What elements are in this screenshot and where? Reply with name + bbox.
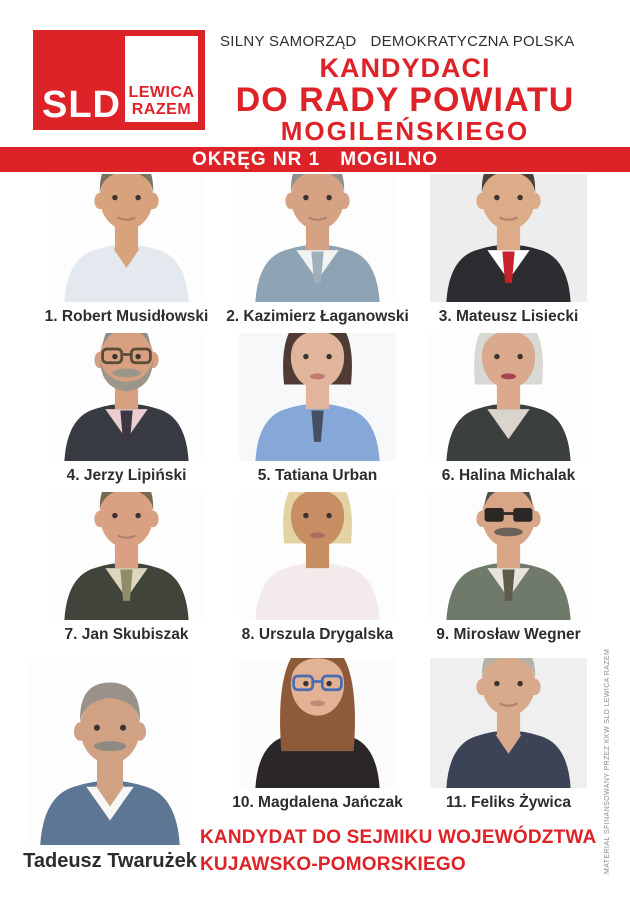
candidate-name: 7. Jan Skubiszak <box>64 626 189 643</box>
candidate-name: 10. Magdalena Jańczak <box>232 794 403 811</box>
candidate-name: 2. Kazimierz Łaganowski <box>226 308 409 325</box>
candidate-name: 5. Tatiana Urban <box>257 467 378 484</box>
logo-lewica-text: LEWICA <box>128 84 195 101</box>
candidate-portrait-illustration <box>239 174 396 302</box>
candidate-portrait-illustration <box>30 658 190 845</box>
candidate-photo <box>430 174 587 302</box>
logo-razem-text: RAZEM <box>131 101 192 118</box>
candidate-photo <box>239 492 396 620</box>
sld-party-logo <box>33 30 205 130</box>
candidate-portrait-illustration <box>239 658 396 788</box>
candidate-portrait-illustration <box>430 174 587 302</box>
slogan <box>220 33 575 50</box>
funding-note: MATERIAŁ SFINANSOWANY PRZEZ KKW SLD LEWICA RAZEM <box>604 648 611 874</box>
featured-candidate-photo <box>30 658 190 845</box>
candidate-name: 4. Jerzy Lipiński <box>66 467 187 484</box>
candidate-name: 1. Robert Musidłowski <box>44 308 209 325</box>
candidate-name: 9. Mirosław Wegner <box>436 626 581 643</box>
sejmik-note <box>200 824 596 878</box>
candidate-portrait-illustration <box>239 492 396 620</box>
candidate-photo <box>239 333 396 461</box>
candidate-name: 6. Halina Michalak <box>441 467 576 484</box>
title-line-2: DO RADY POWIATU <box>235 81 575 119</box>
logo-sld-text: SLD <box>42 84 121 126</box>
district-banner-right: MOGILNO <box>340 148 439 170</box>
candidate-photo <box>430 658 587 788</box>
candidate-portrait-illustration <box>430 658 587 788</box>
candidate-photo <box>48 174 205 302</box>
candidate-portrait-illustration <box>48 492 205 620</box>
candidate-portrait-illustration <box>239 333 396 461</box>
candidate-photo <box>239 174 396 302</box>
title-line-1: KANDYDACI <box>319 53 491 83</box>
slogan-right: DEMOKRATYCZNA POLSKA <box>370 33 575 50</box>
candidate-photo <box>48 333 205 461</box>
sejmik-note-line-1: KANDYDAT DO SEJMIKU WOJEWÓDZTWA <box>200 827 597 848</box>
candidate-photo <box>430 333 587 461</box>
candidate-photo <box>48 492 205 620</box>
slogan-left: SILNY SAMORZĄD <box>220 33 357 50</box>
poster-title <box>200 53 610 145</box>
candidate-photo <box>430 492 587 620</box>
candidate-portrait-illustration <box>430 333 587 461</box>
title-line-3: MOGILEŃSKIEGO <box>280 116 530 146</box>
candidate-name: 8. Urszula Drygalska <box>241 626 394 643</box>
logo-lewica-razem-box <box>125 36 198 122</box>
candidate-portrait-illustration <box>48 174 205 302</box>
sejmik-note-line-2: KUJAWSKO-POMORSKIEGO <box>200 854 466 875</box>
featured-candidate-name: Tadeusz Twarużek <box>23 850 197 872</box>
district-banner-left: OKRĘG NR 1 <box>191 148 321 170</box>
candidate-name: 11. Feliks Żywica <box>446 794 571 811</box>
district-banner <box>0 147 630 172</box>
candidate-portrait-illustration <box>430 492 587 620</box>
candidate-name: 3. Mateusz Lisiecki <box>438 308 579 325</box>
candidate-photo <box>239 658 396 788</box>
candidate-portrait-illustration <box>48 333 205 461</box>
